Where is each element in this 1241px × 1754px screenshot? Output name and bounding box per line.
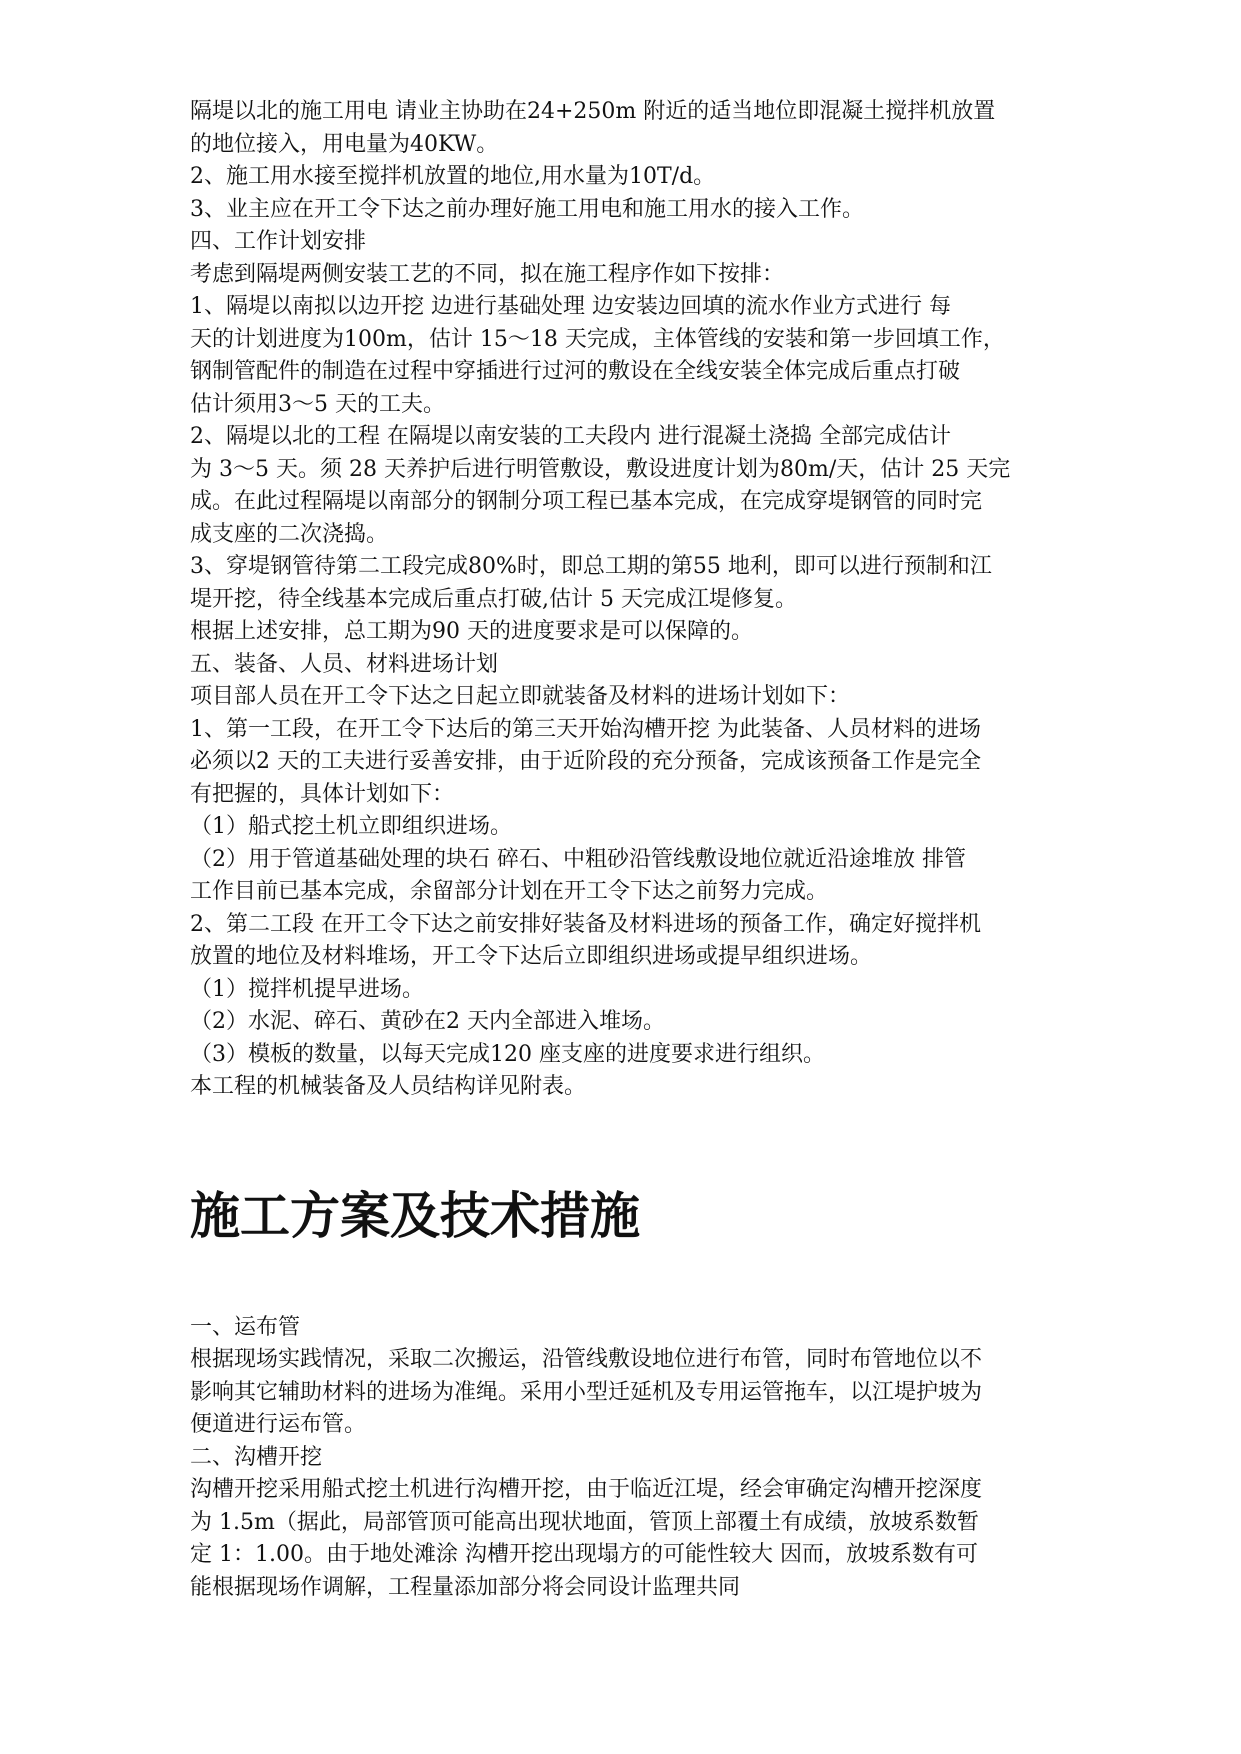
- text-line: 的地位接入，用电量为40KW。: [190, 131, 499, 157]
- section-heading-trench-excavation: 二、沟槽开挖: [190, 1444, 323, 1470]
- text-line: 能根据现场作调解，工程量添加部分将会同设计监理共同: [190, 1574, 741, 1600]
- text-line: 3、穿堤钢管待第二工段完成80%时，即总工期的第55 地利，即可以进行预制和江: [190, 554, 992, 579]
- text-line: 3、业主应在开工令下达之前办理好施工用电和施工用水的接入工作。: [190, 196, 864, 222]
- text-line: 成。在此过程隔堤以南部分的钢制分项工程已基本完成，在完成穿堤钢管的同时完: [190, 489, 983, 514]
- section-2-body: [190, 1312, 1110, 1605]
- text-line: （1）搅拌机提早进场。: [190, 976, 424, 1002]
- text-line: 堤开挖，待全线基本完成后重点打破,估计 5 天完成江堤修复。: [190, 586, 797, 612]
- text-line: 根据现场实践情况，采取二次搬运，沿管线敷设地位进行布管，同时布管地位以不: [190, 1347, 983, 1372]
- text-line: 定 1：1.00。由于地处滩涂 沟槽开挖出现塌方的可能性较大 因而，放坡系数有可: [190, 1542, 978, 1567]
- text-line: 便道进行运布管。: [190, 1412, 367, 1437]
- section-heading-equipment-plan: 五、装备、人员、材料进场计划: [190, 651, 499, 677]
- text-line: 1、第一工段，在开工令下达后的第三天开始沟槽开挖 为此装备、人员材料的进场: [190, 716, 981, 742]
- text-line: （1）船式挖土机立即组织进场。: [190, 814, 512, 839]
- text-line: （3）模板的数量，以每天完成120 座支座的进度要求进行组织。: [190, 1041, 825, 1067]
- text-line: 影响其它辅助材料的进场为准绳。采用小型迁延机及专用运管拖车，以江堤护坡为: [190, 1379, 983, 1405]
- text-line: （2）水泥、碎石、黄砂在2 天内全部进入堆场。: [190, 1009, 665, 1034]
- text-line: 成支座的二次浇捣。: [190, 521, 389, 547]
- text-line: 考虑到隔堤两侧安装工艺的不同，拟在施工程序作如下按排：: [190, 261, 785, 287]
- text-line: 2、施工用水接至搅拌机放置的地位,用水量为10T/d。: [190, 164, 716, 189]
- text-line: 放置的地位及材料堆场，开工令下达后立即组织进场或提早组织进场。: [190, 944, 873, 969]
- section-heading-work-plan: 四、工作计划安排: [190, 229, 367, 254]
- text-line: 有把握的，具体计划如下：: [190, 781, 455, 807]
- text-line: 估计须用3～5 天的工夫。: [190, 391, 445, 417]
- text-line: 2、隔堤以北的工程 在隔堤以南安装的工夫段内 进行混凝土浇捣 全部完成估计: [190, 424, 951, 449]
- text-line: 工作目前已基本完成，余留部分计划在开工令下达之前努力完成。: [190, 879, 829, 904]
- text-line: 2、第二工段 在开工令下达之前安排好装备及材料进场的预备工作，确定好搅拌机: [190, 911, 981, 937]
- text-line: 为 3～5 天。须 28 天养护后进行明管敷设，敷设进度计划为80m/天，估计 25 天完: [190, 456, 1011, 482]
- section-1-body: [190, 96, 1110, 1104]
- text-line: 必须以2 天的工夫进行妥善安排，由于近阶段的充分预备，完成该预备工作是完全: [190, 749, 981, 774]
- text-line: 项目部人员在开工令下达之日起立即就装备及材料的进场计划如下：: [190, 684, 851, 709]
- text-line: 天的计划进度为100m，估计 15～18 天完成，主体管线的安装和第一步回填工作，: [190, 326, 1005, 352]
- page-title: 施工方案及技术措施: [190, 1186, 640, 1245]
- text-line: 根据上述安排，总工期为90 天的进度要求是可以保障的。: [190, 619, 753, 644]
- text-line: 钢制管配件的制造在过程中穿插进行过河的敷设在全线安装全体完成后重点打破: [190, 359, 961, 384]
- text-line: 沟槽开挖采用船式挖土机进行沟槽开挖，由于临近江堤，经会审确定沟槽开挖深度: [190, 1477, 983, 1502]
- text-line: 为 1.5m（据此，局部管顶可能高出现状地面，管顶上部覆土有成绩，放坡系数暂: [190, 1509, 979, 1535]
- document-page: [190, 96, 1110, 1604]
- text-line: （2）用于管道基础处理的块石 碎石、中粗砂沿管线敷设地位就近沿途堆放 排管: [190, 846, 966, 872]
- text-line: 本工程的机械装备及人员结构详见附表。: [190, 1074, 587, 1099]
- section-heading-pipe-laying: 一、运布管: [190, 1314, 301, 1340]
- text-line: 隔堤以北的施工用电 请业主协助在24+250m 附近的适当地位即混凝土搅拌机放置: [190, 99, 996, 124]
- text-line: 1、隔堤以南拟以边开挖 边进行基础处理 边安装边回填的流水作业方式进行 每: [190, 294, 951, 319]
